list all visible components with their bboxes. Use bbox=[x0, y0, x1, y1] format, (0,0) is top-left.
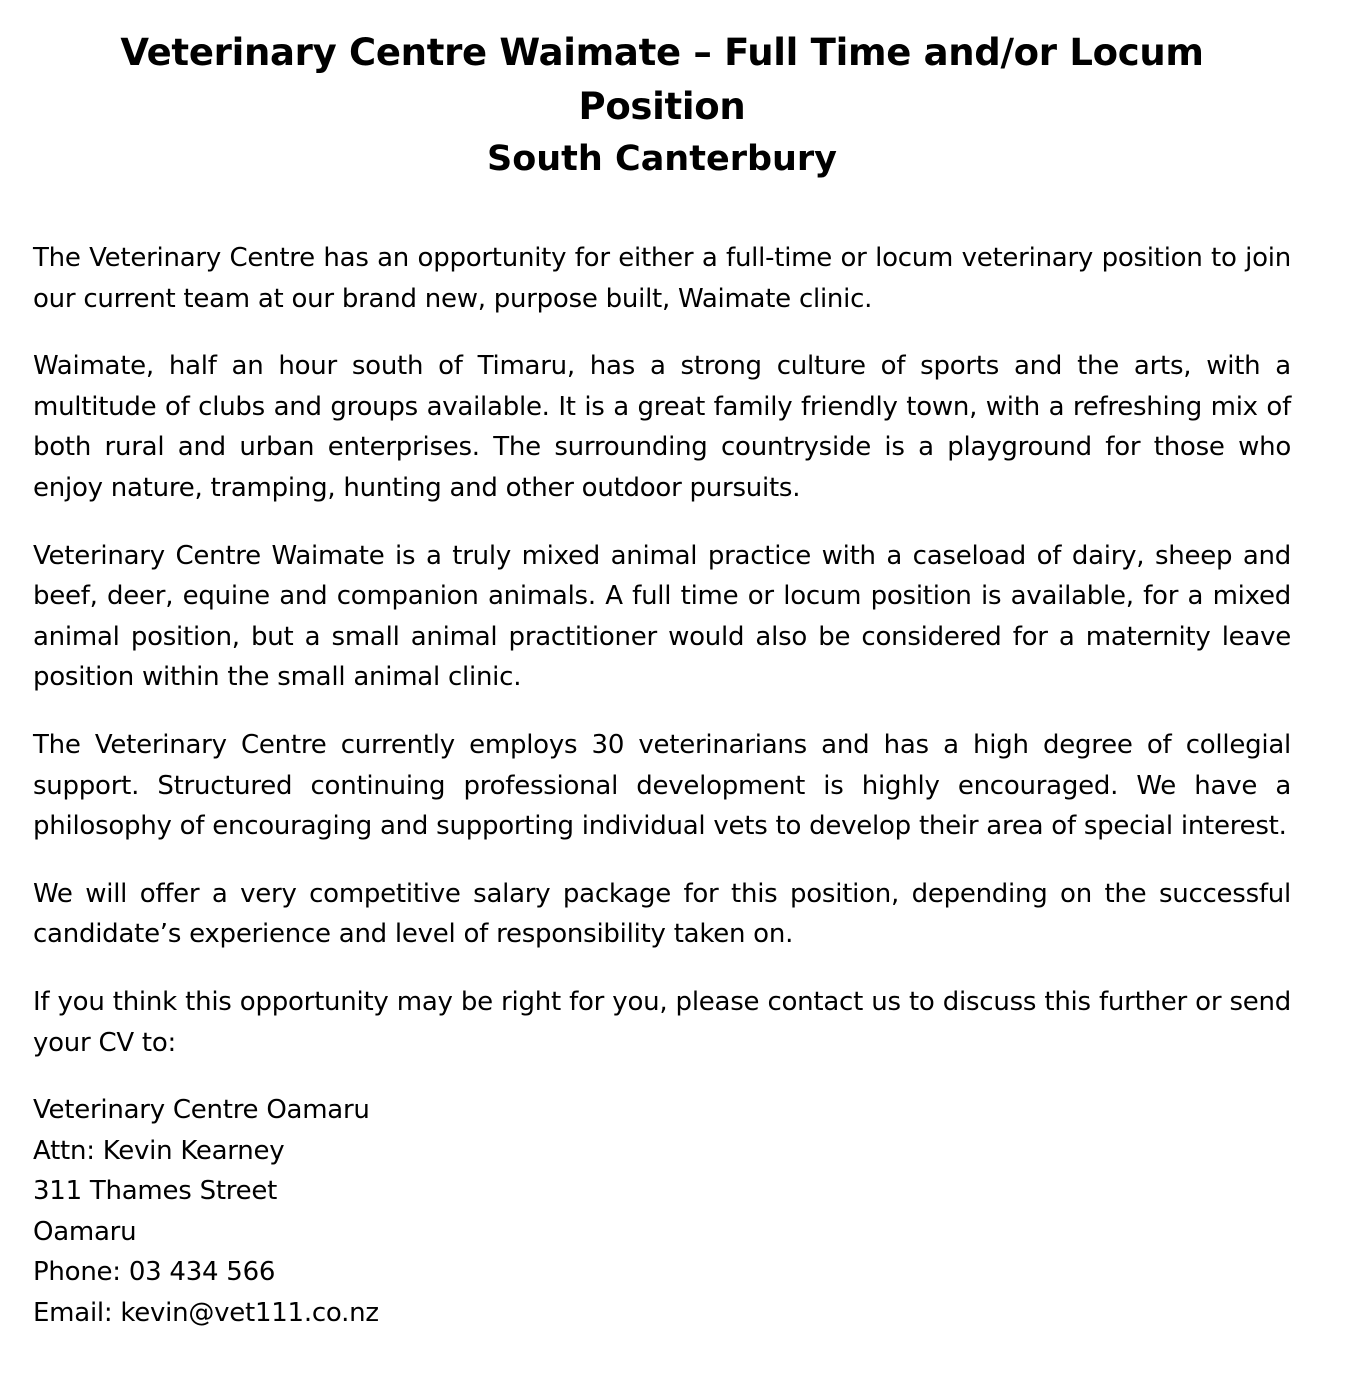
paragraph-practice: Veterinary Centre Waimate is a truly mixed animal practice with a caseload of dairy, sheep and beef, deer, equine and companion animals. A full time or locum position is available, for a mixed animal position, but a small animal practitioner would also be considered for a maternity leave position within the small animal clinic. bbox=[33, 540, 1291, 693]
page-title: Veterinary Centre Waimate – Full Time and/or Locum Position bbox=[120, 31, 1204, 128]
advert-body bbox=[33, 238, 1291, 1334]
paragraph-apply: If you think this opportunity may be right for you, please contact us to discuss this further or send your CV to: bbox=[33, 986, 1291, 1058]
contact-town: Oamaru bbox=[33, 1216, 137, 1247]
paragraph-team: The Veterinary Centre currently employs 30 veterinarians and has a high degree of collegial support. Structured continuing professional development is highly encouraged. We have a philosophy of encouraging and supporting individual vets to develop their area of special interest. bbox=[33, 729, 1291, 842]
contact-street: 311 Thames Street bbox=[33, 1176, 278, 1207]
contact-organization: Veterinary Centre Oamaru bbox=[33, 1095, 370, 1126]
contact-address bbox=[33, 1090, 1291, 1334]
contact-email: Email: kevin@vet111.co.nz bbox=[33, 1298, 379, 1329]
contact-attn: Attn: Kevin Kearney bbox=[33, 1135, 285, 1166]
contact-phone: Phone: 03 434 566 bbox=[33, 1257, 276, 1288]
page-subtitle: South Canterbury bbox=[487, 139, 837, 179]
paragraph-town: Waimate, half an hour south of Timaru, has a strong culture of sports and the arts, with a multitude of clubs and groups available. It is a great family friendly town, with a refreshing mix of both rural and urban enterprises. The surrounding countryside is a playground for those who enjoy nature, tramping, hunting and other outdoor pursuits. bbox=[33, 351, 1291, 503]
paragraph-salary: We will offer a very competitive salary package for this position, depending on the successful candidate’s experience and level of responsibility taken on. bbox=[33, 878, 1291, 950]
paragraph-intro: The Veterinary Centre has an opportunity for either a full-time or locum veterinary position to join our current team at our brand new, purpose built, Waimate clinic. bbox=[33, 243, 1291, 314]
